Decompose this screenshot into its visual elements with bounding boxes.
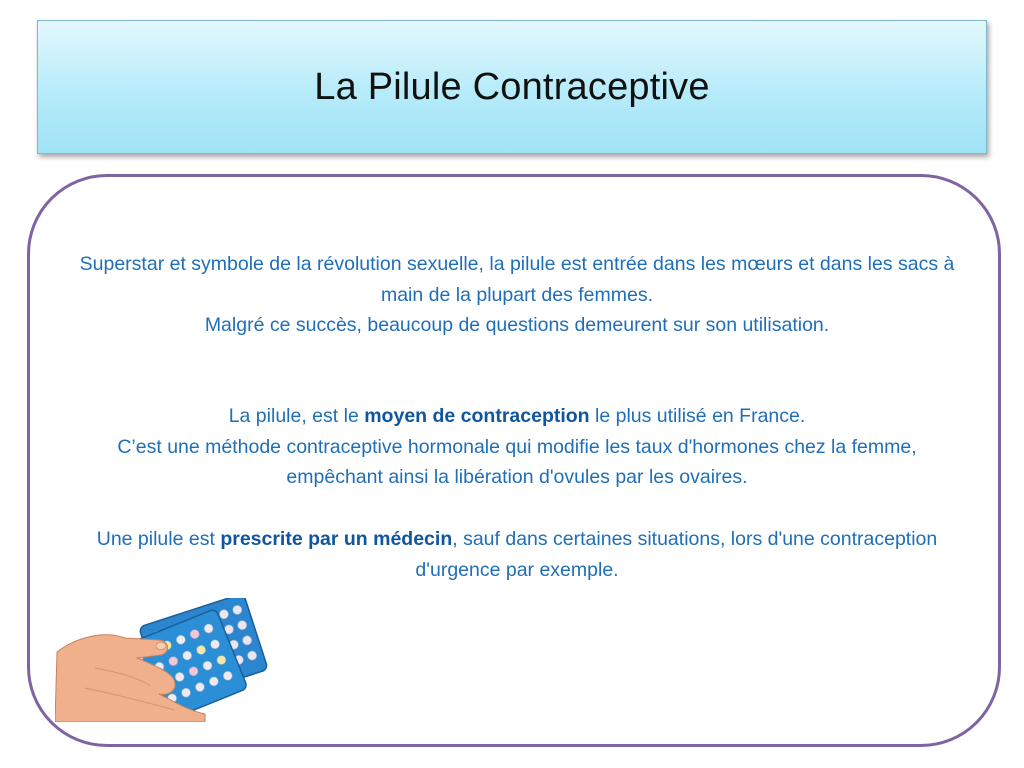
title-banner: [37, 20, 987, 154]
intro-text-1: Superstar et symbole de la révolution sexuelle, la pilule est entrée dans les mœurs et dans les sacs à main de la plupart des femmes.: [79, 253, 955, 306]
prescription-paragraph: [70, 524, 964, 585]
method-prefix: La pilule, est le: [228, 405, 365, 427]
intro-text-2: Malgré ce succès, beaucoup de questions demeurent sur son utilisation.: [204, 314, 830, 336]
slide-title: La Pilule Contraceptive: [314, 65, 710, 108]
prescription-bold: prescrite par un médecin: [220, 528, 453, 550]
method-paragraph: [70, 401, 964, 493]
intro-paragraph: [70, 249, 964, 341]
method-bold: moyen de contraception: [364, 405, 590, 427]
method-text-2: C’est une méthode contraceptive hormonale qui modifie les taux d'hormones chez la femme, empêchant ainsi la libération d'ovules par les ovaires.: [117, 435, 917, 488]
prescription-prefix: Une pilule est: [96, 528, 221, 550]
method-suffix: le plus utilisé en France.: [589, 405, 806, 427]
prescription-suffix: , sauf dans certaines situations, lors d'une contraception d'urgence par exemple.: [415, 528, 938, 581]
hand-holding-pill-packs-image: [55, 598, 275, 722]
